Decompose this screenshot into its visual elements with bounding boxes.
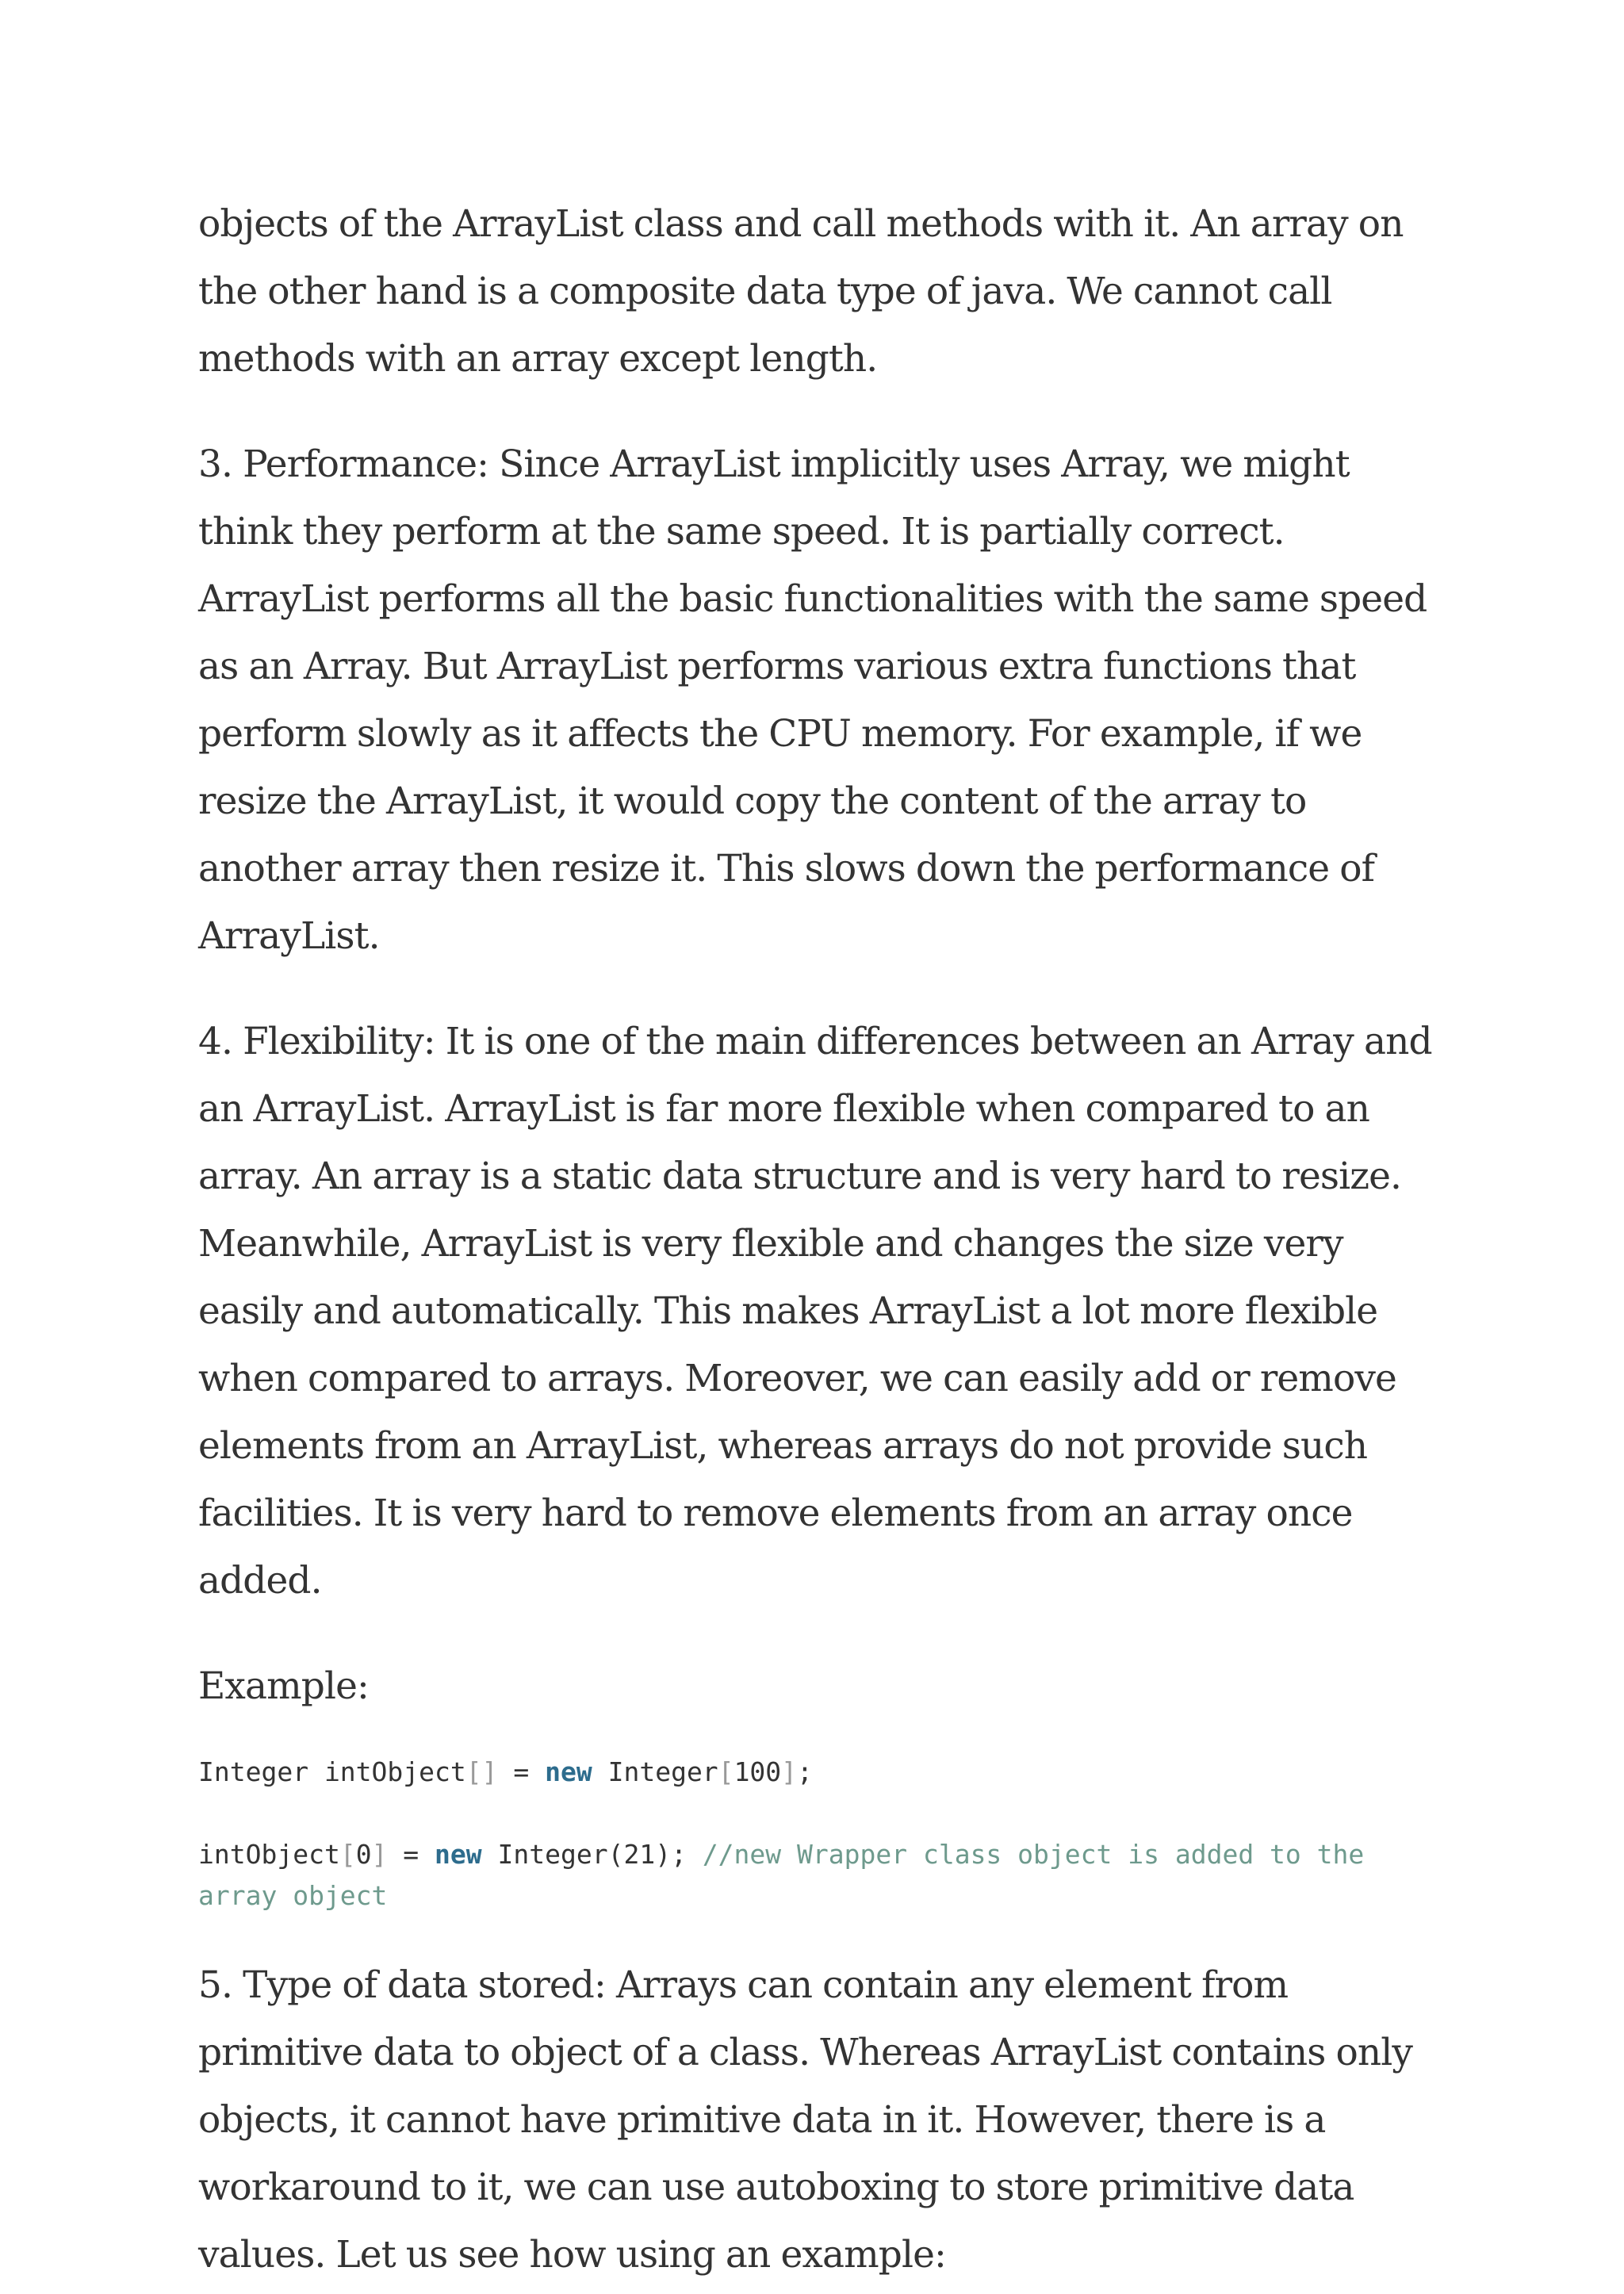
code-token: intObject: [198, 1839, 340, 1870]
code-token: [: [718, 1756, 734, 1787]
code-token: =: [387, 1839, 435, 1870]
code-token: ]: [781, 1756, 798, 1787]
article-body: [198, 190, 1451, 2288]
code-token: [: [339, 1839, 356, 1870]
code-block: [198, 1752, 1451, 1917]
example-label: Example:: [198, 1664, 369, 1708]
code-token: []: [465, 1756, 498, 1787]
code-token: Integer: [592, 1756, 718, 1787]
paragraph-continuation: objects of the ArrayList class and call methods with it. An array on the other hand is a composite data type of java. We cannot call methods with an array except length.: [198, 202, 1404, 381]
code-comment: //new Wrapper class object is added to the array object: [198, 1839, 1381, 1911]
code-token: Integer(21);: [481, 1839, 703, 1870]
code-token: 100: [733, 1756, 782, 1787]
paragraph-type-of-data: 5. Type of data stored: Arrays can contain any element from primitive data to object of a class. Whereas ArrayList contains only objects, it cannot have primitive data in it. However, there is a workaround to it, we can use autoboxing to store primitive data values. Let us see how using an example:: [198, 1963, 1413, 2277]
code-token: 0: [355, 1839, 372, 1870]
code-token: ;: [797, 1756, 813, 1787]
code-line-2: [198, 1834, 1451, 1917]
code-line-1: [198, 1752, 1451, 1793]
code-keyword: new: [435, 1839, 482, 1870]
code-keyword: new: [545, 1756, 592, 1787]
code-token: ]: [371, 1839, 388, 1870]
code-token: Integer intObject: [198, 1756, 466, 1787]
paragraph-performance: 3. Performance: Since ArrayList implicitly uses Array, we might think they perform at the same speed. It is partially correct. ArrayList performs all the basic functionalities with the same speed as an Array. But ArrayList performs various extra functions that perform slowly as it affects the CPU memory. For example, if we resize the ArrayList, it would copy the content of the array to another array then resize it. This slows down the performance of ArrayList.: [198, 442, 1427, 958]
paragraph-flexibility: 4. Flexibility: It is one of the main differences between an Array and an ArrayList. ArrayList is far more flexible when compared to an array. An array is a static data structure and is very hard to resize. Meanwhile, ArrayList is very flexible and changes the size very easily and automatically. This makes ArrayList a lot more flexible when compared to arrays. Moreover, we can easily add or remove elements from an ArrayList, whereas arrays do not provide such facilities. It is very hard to remove elements from an array once added.: [198, 1020, 1432, 1603]
code-token: =: [497, 1756, 546, 1787]
